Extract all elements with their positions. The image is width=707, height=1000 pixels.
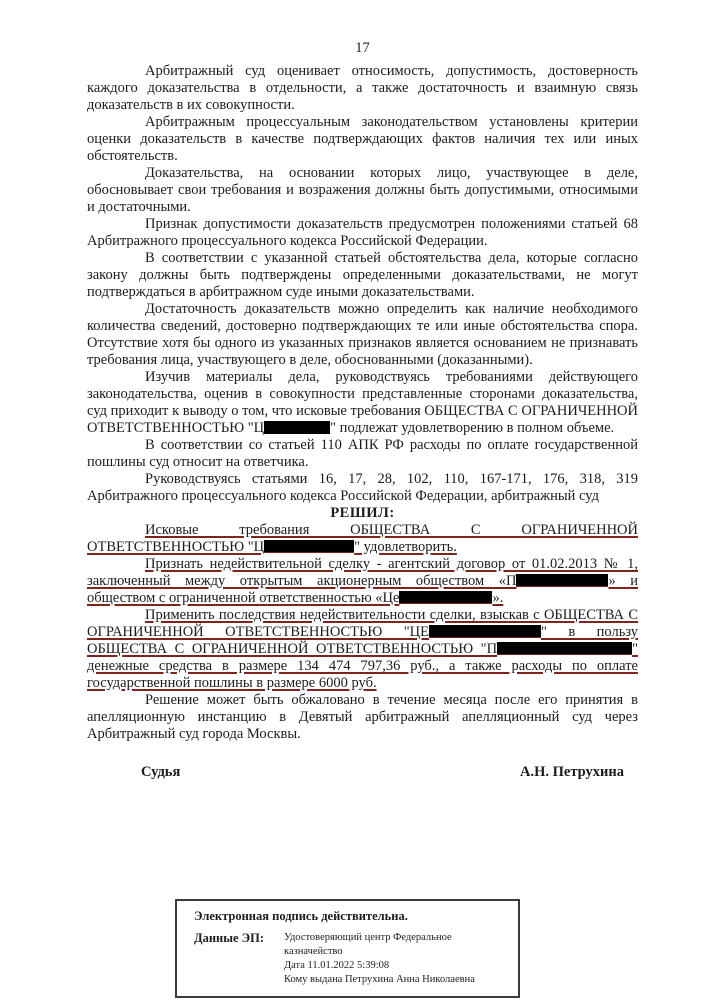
resolution-1-text: Исковые требования ОБЩЕСТВА С ОГРАНИЧЕННОЙ ОТВЕТСТВЕННОСТЬЮ "Ц bbox=[87, 522, 638, 555]
conclusion-text-before-redaction: Изучив материалы дела, руководствуясь требованиями действующего законодательства, оценив в совокупности представленные сторонами доказательства, суд приходит к выводу о том, что исковые требования ОБЩЕСТВА С ОГРАНИЧЕННОЙ ОТВЕТСТВЕННОСТЬЮ "Ц bbox=[87, 369, 638, 436]
resolution-3-text-end: " денежные средства в размере 134 474 797,36 руб., а также расходы по оплате государственной пошлины в размере 6000 руб. bbox=[87, 641, 638, 691]
signature-row bbox=[87, 764, 638, 781]
paragraph-state-duty: В соответствии со статьей 110 АПК РФ расходы по оплате государственной пошлины суд относит на ответчика. bbox=[87, 437, 638, 470]
redaction-bar bbox=[497, 642, 632, 655]
resolution-3-text-mid: " в пользу ОБЩЕСТВА С ОГРАНИЧЕННОЙ ОТВЕТСТВЕННОСТЬЮ "П bbox=[87, 624, 638, 657]
page-number: 17 bbox=[355, 40, 370, 56]
judge-role-label: Судья bbox=[141, 764, 181, 780]
resolution-heading: РЕШИЛ: bbox=[330, 505, 395, 521]
resolution-item-invalidate-deal bbox=[87, 556, 638, 607]
resolution-2-text-end: ». bbox=[492, 590, 504, 606]
paragraph-evidence-assessment: Арбитражный суд оценивает относимость, допустимость, достоверность каждого доказательства в отдельности, а также достаточность и взаимную связь доказательств в их совокупности. bbox=[87, 63, 638, 113]
esign-valid-text: Электронная подпись действительна. bbox=[194, 909, 408, 923]
esign-issued-to: Кому выдана Петрухина Анна Николаевна bbox=[284, 974, 475, 985]
paragraph-appeal-info: Решение может быть обжаловано в течение месяца после его принятия в апелляционную инстанцию в Девятый арбитражный апелляционный суд через Арбитражный суд города Москвы. bbox=[87, 692, 638, 742]
resolution-3-text: Применить последствия недействительности сделки, взыскав с ОБЩЕСТВА С ОГРАНИЧЕННОЙ ОТВЕТСТВЕННОСТЬЮ "ЦЕ bbox=[87, 607, 638, 640]
esign-certifying-center: Удостоверяющий центр Федеральное казначейство bbox=[284, 932, 452, 957]
esign-data-label: Данные ЭП: bbox=[194, 931, 265, 945]
redaction-bar bbox=[264, 421, 330, 434]
redaction-bar bbox=[399, 591, 492, 604]
paragraph-conclusion bbox=[87, 369, 638, 437]
redaction-bar bbox=[264, 540, 354, 553]
paragraph-sufficiency: Достаточность доказательств можно определить как наличие необходимого количества сведений, достоверно подтверждающих те или иные обстоятельства спора. Отсутствие хотя бы одного из указанных признаков является основанием не признавать требования лица, участвующего в деле, обоснованными (доказанными). bbox=[87, 301, 638, 368]
paragraph-article-68: Признак допустимости доказательств предусмотрен положениями статьей 68 Арбитражного процессуального кодекса Российской Федерации. bbox=[87, 216, 638, 249]
esign-data-row bbox=[194, 930, 510, 987]
redaction-bar bbox=[429, 625, 541, 638]
esign-date: Дата 11.01.2022 5:39:08 bbox=[284, 960, 390, 971]
conclusion-text-after-redaction: " подлежат удовлетворению в полном объеме. bbox=[330, 420, 615, 436]
resolution-1-text-end: " удовлетворить. bbox=[354, 539, 457, 555]
resolution-item-satisfy-claims bbox=[87, 522, 638, 556]
resolution-2-text: Признать недействительной сделку - агентский договор от 01.02.2013 № 1, заключенный между открытым акционерным обществом «П bbox=[87, 556, 638, 589]
paragraph-criteria: Арбитражным процессуальным законодательством установлены критерии оценки доказательств в качестве подтверждающих фактов наличия тех или иных обстоятельств. bbox=[87, 114, 638, 164]
judge-name: А.Н. Петрухина bbox=[520, 764, 624, 780]
paragraph-specified-article: В соответствии с указанной статьей обстоятельства дела, которые согласно закону должны быть подтверждены определенными доказательствами, не могут подтверждаться в арбитражном суде иными доказательствами. bbox=[87, 250, 638, 300]
paragraph-admissibility: Доказательства, на основании которых лицо, участвующее в деле, обосновывает свои требования и возражения должны быть допустимыми, относимыми и достаточными. bbox=[87, 165, 638, 215]
esign-details bbox=[284, 930, 510, 987]
esign-box bbox=[175, 899, 520, 998]
paragraph-guided-by-articles: Руководствуясь статьями 16, 17, 28, 102, 110, 167-171, 176, 318, 319 Арбитражного процессуального кодекса Российской Федерации, арбитражный суд bbox=[87, 471, 638, 504]
redaction-bar bbox=[516, 574, 608, 587]
resolution-item-apply-consequences bbox=[87, 607, 638, 692]
resolution-2-text-mid: » и обществом с ограниченной ответственностью «Це bbox=[87, 573, 638, 606]
